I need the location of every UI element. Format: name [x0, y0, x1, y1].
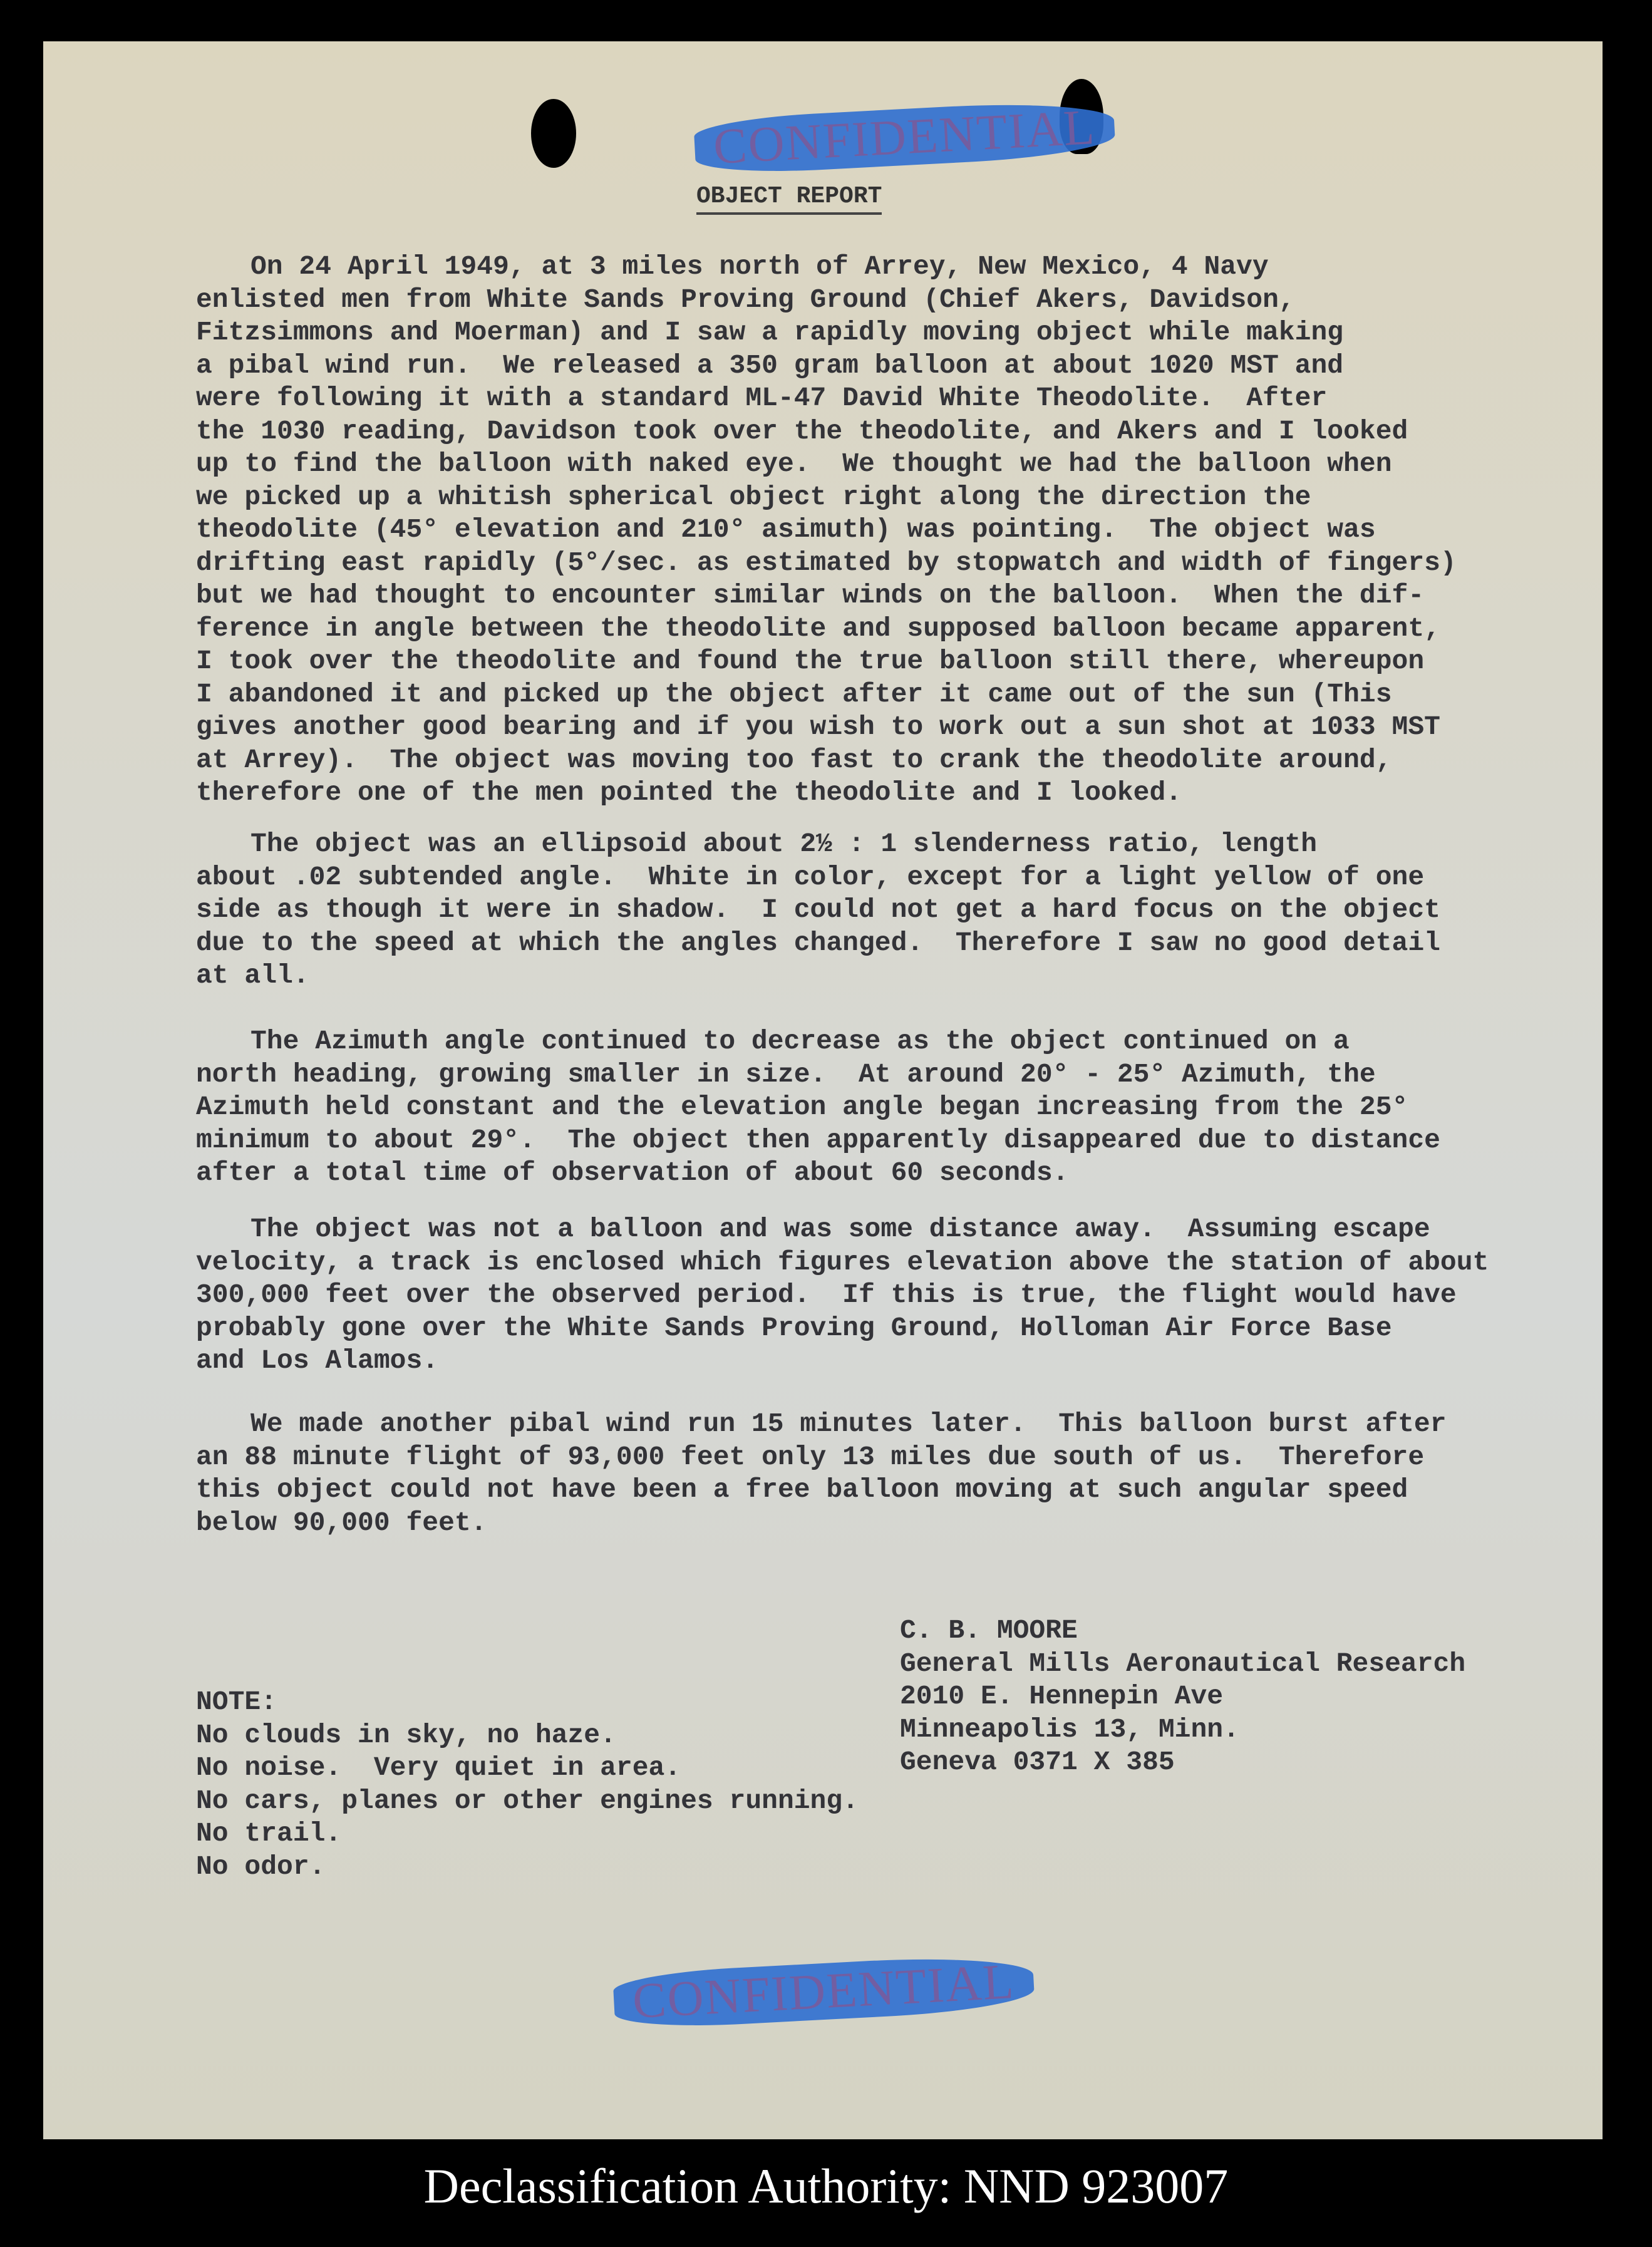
text-line: Fitzsimmons and Moerman) and I saw a rapidly moving object while making [196, 317, 1344, 348]
stamp-text: CONFIDENTIAL [712, 100, 1097, 175]
text-line: The object was an ellipsoid about 2½ : 1 slenderness ratio, length [250, 829, 1318, 859]
paragraph-1 [196, 251, 1457, 810]
text-line: The Azimuth angle continued to decrease as the object continued on a [250, 1026, 1350, 1056]
text-line: drifting east rapidly (5°/sec. as estimated by stopwatch and width of fingers) [196, 547, 1457, 578]
confidential-stamp-top [693, 98, 1115, 177]
signature-line: 2010 E. Hennepin Ave [900, 1681, 1224, 1712]
text-line: north heading, growing smaller in size. At around 20° - 25° Azimuth, the [196, 1058, 1376, 1090]
note-line: No clouds in sky, no haze. [196, 1719, 616, 1750]
note-line: No odor. [196, 1851, 326, 1882]
text-line: after a total time of observation of about 60 seconds. [196, 1157, 1069, 1188]
text-line: Azimuth held constant and the elevation angle began increasing from the 25° [196, 1092, 1408, 1122]
text-line: were following it with a standard ML-47 David White Theodolite. After [196, 383, 1328, 413]
text-line: therefore one of the men pointed the theodolite and I looked. [196, 777, 1182, 808]
declassification-caption: Declassification Authority: NND 923007 [423, 2159, 1229, 2213]
report-title: OBJECT REPORT [696, 183, 882, 215]
text-line: this object could not have been a free balloon moving at such angular speed [196, 1474, 1408, 1505]
text-line: The object was not a balloon and was some distance away. Assuming escape [250, 1214, 1430, 1244]
signature-line: Geneva 0371 X 385 [900, 1747, 1175, 1777]
stamp-text: CONFIDENTIAL [631, 1954, 1016, 2029]
text-line: a pibal wind run. We released a 350 gram balloon at about 1020 MST and [196, 349, 1344, 381]
text-line: probably gone over the White Sands Proving Ground, Holloman Air Force Base [196, 1312, 1392, 1343]
signature-block [900, 1614, 1465, 1779]
note-line: No noise. Very quiet in area. [196, 1752, 681, 1783]
punch-hole [531, 99, 576, 168]
note-line: No cars, planes or other engines running. [196, 1785, 859, 1816]
note-line: No trail. [196, 1818, 342, 1849]
text-line: enlisted men from White Sands Proving Ground (Chief Akers, Davidson, [196, 284, 1295, 315]
paragraph-2 [196, 828, 1440, 993]
text-line: below 90,000 feet. [196, 1507, 487, 1538]
text-line: I abandoned it and picked up the object after it came out of the sun (This [196, 678, 1392, 710]
text-line: about .02 subtended angle. White in color, except for a light yellow of one [196, 861, 1425, 892]
note-heading: NOTE: [196, 1687, 277, 1717]
text-line: gives another good bearing and if you wish to work out a sun shot at 1033 MST [196, 711, 1440, 742]
text-line: On 24 April 1949, at 3 miles north of Arrey, New Mexico, 4 Navy [250, 251, 1269, 282]
text-line: 300,000 feet over the observed period. If this is true, the flight would have [196, 1279, 1457, 1310]
paragraph-4 [196, 1213, 1489, 1378]
text-line: at all. [196, 960, 309, 991]
signature-line: Minneapolis 13, Minn. [900, 1713, 1239, 1745]
text-line: but we had thought to encounter similar winds on the balloon. When the dif- [196, 580, 1425, 611]
paragraph-3 [196, 1025, 1440, 1190]
note-block [196, 1686, 859, 1883]
text-line: We made another pibal wind run 15 minutes later. This balloon burst after [250, 1408, 1447, 1439]
signature-name: C. B. MOORE [900, 1615, 1078, 1646]
text-line: we picked up a whitish spherical object right along the direction the [196, 481, 1311, 512]
signature-line: General Mills Aeronautical Research [900, 1648, 1466, 1679]
text-line: I took over the theodolite and found the true balloon still there, whereupon [196, 646, 1425, 676]
text-line: at Arrey). The object was moving too fast to crank the theodolite around, [196, 744, 1392, 775]
text-line: side as though it were in shadow. I could not get a hard focus on the object [196, 894, 1440, 925]
text-line: velocity, a track is enclosed which figures elevation above the station of about [196, 1246, 1489, 1278]
text-line: up to find the balloon with naked eye. We thought we had the balloon when [196, 448, 1392, 479]
text-line: minimum to about 29°. The object then apparently disappeared due to distance [196, 1124, 1440, 1155]
text-line: and Los Alamos. [196, 1345, 439, 1376]
text-line: an 88 minute flight of 93,000 feet only 13 miles due south of us. Therefore [196, 1441, 1425, 1472]
text-line: theodolite (45° elevation and 210° asimuth) was pointing. The object was [196, 514, 1376, 545]
text-line: due to the speed at which the angles changed. Therefore I saw no good detail [196, 927, 1440, 958]
text-line: the 1030 reading, Davidson took over the theodolite, and Akers and I looked [196, 415, 1408, 447]
text-line: ference in angle between the theodolite and supposed balloon became apparent, [196, 612, 1440, 644]
paragraph-5 [196, 1408, 1447, 1539]
